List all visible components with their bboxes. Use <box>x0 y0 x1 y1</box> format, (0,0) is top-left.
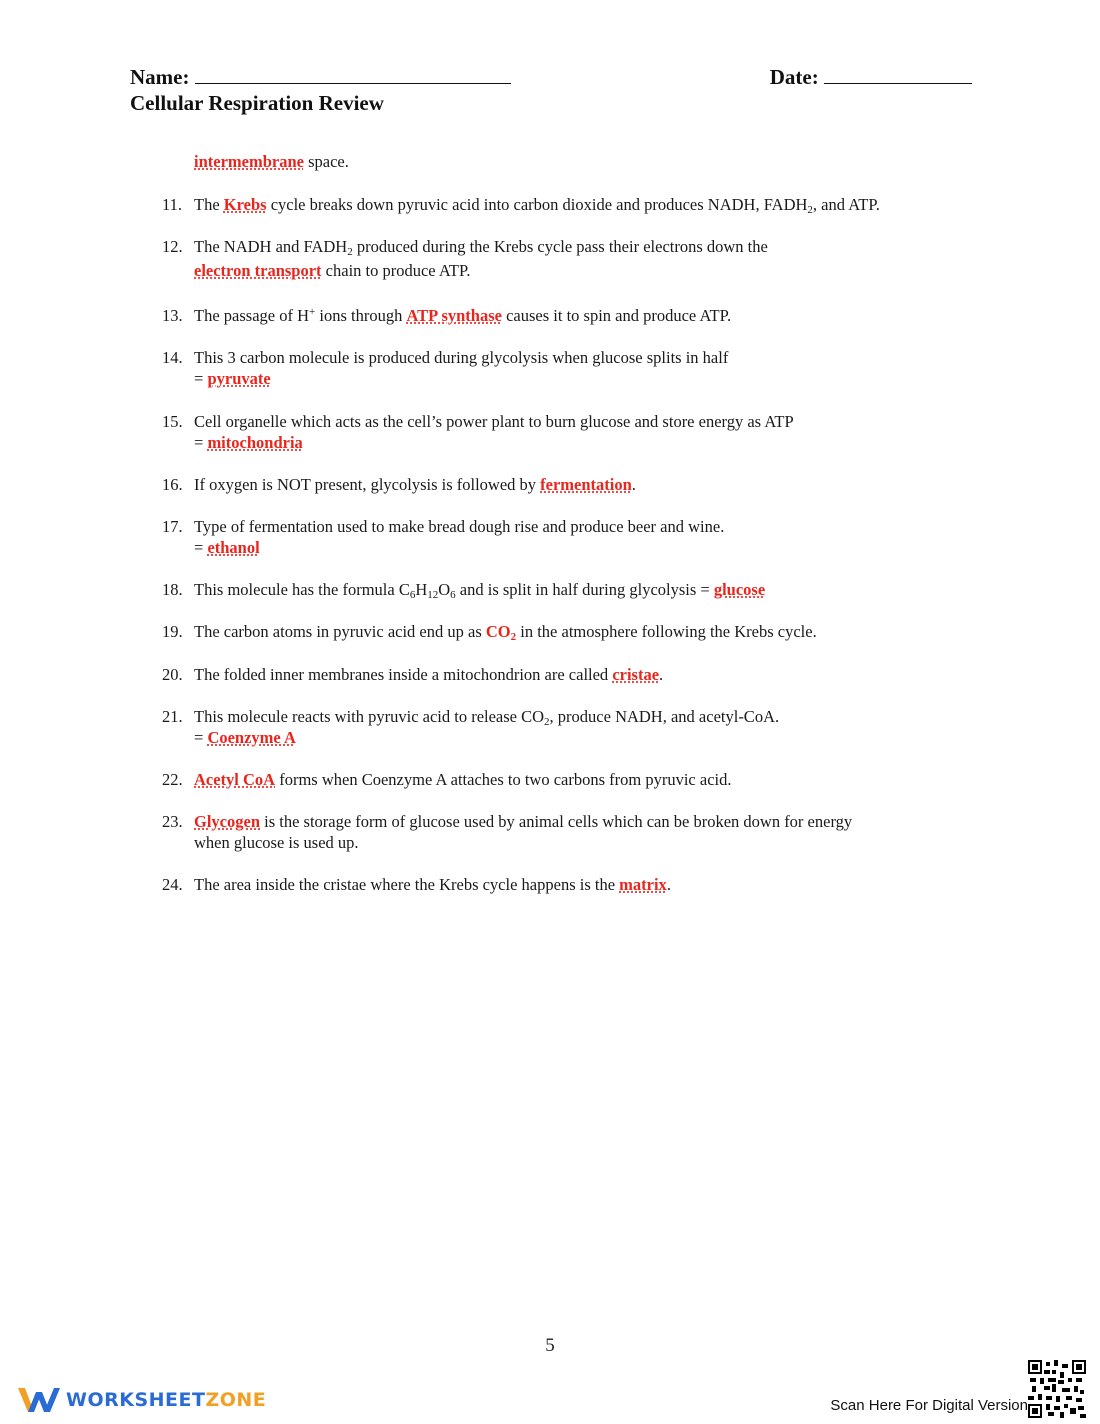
question-number: 19. <box>162 622 183 641</box>
question-number: 13. <box>162 306 183 325</box>
question-text: This molecule reacts with pyruvic acid to release $CO_2$, produce NADH, and acetyl-CoA. <box>194 707 780 728</box>
answer-text: Glycogen <box>194 812 260 831</box>
continuation-line <box>194 151 349 172</box>
question-answer-line: = Coenzyme A <box>194 728 296 747</box>
qr-code-icon[interactable] <box>1028 1360 1086 1418</box>
question-text: If oxygen is NOT present, glycolysis is followed by fermentation. <box>194 475 636 494</box>
answer-text: Coenzyme A <box>207 728 296 747</box>
question-number: 24. <box>162 875 183 894</box>
worksheetzone-w-icon <box>16 1384 60 1416</box>
question-answer-line: = mitochondria <box>194 433 303 452</box>
question-text: The Krebs cycle breaks down pyruvic acid into carbon dioxide and produces NADH, $FADH_2$, and ATP. <box>194 195 880 216</box>
answer-text: mitochondria <box>207 433 303 452</box>
question-number: 15. <box>162 412 183 431</box>
name-label: Name: <box>130 65 190 89</box>
answer-text: cristae <box>612 665 660 684</box>
question-answer-line: = ethanol <box>194 538 260 557</box>
question-text: The area inside the cristae where the Krebs cycle happens is the matrix. <box>194 875 671 894</box>
answer-text: ethanol <box>207 538 260 557</box>
logo-wordmark: WORKSHEETZONE <box>66 1389 267 1411</box>
date-label: Date: <box>769 65 819 89</box>
worksheet-title: Cellular Respiration Review <box>130 91 384 115</box>
answer-text: electron transport <box>194 261 322 280</box>
answer-text: matrix <box>619 875 667 894</box>
scan-caption: Scan Here For Digital Version <box>830 1397 1028 1414</box>
answer-text: intermembrane <box>194 152 304 171</box>
question-number: 17. <box>162 517 183 536</box>
answer-text: Krebs <box>223 195 267 214</box>
question-text: Cell organelle which acts as the cell’s power plant to burn glucose and store energy as ATP <box>194 412 794 431</box>
name-blank-line[interactable] <box>195 66 511 84</box>
question-text: The carbon atoms in pyruvic acid end up as $CO_2$ in the atmosphere following the Krebs cycle. <box>194 622 817 643</box>
question-text: The folded inner membranes inside a mitochondrion are called cristae. <box>194 665 664 684</box>
question-text: The NADH and $FADH_2$ produced during the Krebs cycle pass their electrons down the <box>194 237 768 258</box>
page-number: 5 <box>545 1335 555 1356</box>
question-text: This 3 carbon molecule is produced during glycolysis when glucose splits in half <box>194 348 729 367</box>
question-text: The passage of H+ ions through ATP synthase causes it to spin and produce ATP. <box>194 306 732 325</box>
date-field[interactable] <box>770 64 972 90</box>
question-text: Type of fermentation used to make bread dough rise and produce beer and wine. <box>194 517 725 536</box>
question-text: space. <box>303 152 349 171</box>
question-text-line2: electron transport chain to produce ATP. <box>194 261 471 280</box>
question-text: This molecule has the formula $C_6H_{12}O_6$ and is split in half during glycolysis = glucose <box>194 580 766 601</box>
worksheetzone-logo[interactable] <box>16 1384 266 1416</box>
answer-text: Acetyl CoA <box>194 770 276 789</box>
question-number: 21. <box>162 707 183 726</box>
question-number: 16. <box>162 475 183 494</box>
question-answer-line: = pyruvate <box>194 369 271 388</box>
question-number: 23. <box>162 812 183 831</box>
question-text-line2: when glucose is used up. <box>194 833 359 852</box>
question-number: 12. <box>162 237 183 256</box>
question-number: 18. <box>162 580 183 599</box>
answer-text: glucose <box>713 580 766 599</box>
name-field[interactable] <box>130 64 511 90</box>
question-number: 11. <box>162 195 183 214</box>
answer-text: fermentation <box>540 475 632 494</box>
answer-text: ATP synthase <box>406 306 502 325</box>
answer-text: $CO_2$ <box>485 622 517 643</box>
worksheet-header <box>130 64 972 116</box>
date-blank-line[interactable] <box>824 66 972 84</box>
question-text: Glycogen is the storage form of glucose used by animal cells which can be broken down for energy <box>194 812 853 831</box>
header-row <box>130 64 972 90</box>
answer-text: pyruvate <box>207 369 271 388</box>
question-number: 20. <box>162 665 183 684</box>
question-text: Acetyl CoA forms when Coenzyme A attaches to two carbons from pyruvic acid. <box>194 770 732 789</box>
question-number: 14. <box>162 348 183 367</box>
question-number: 22. <box>162 770 183 789</box>
